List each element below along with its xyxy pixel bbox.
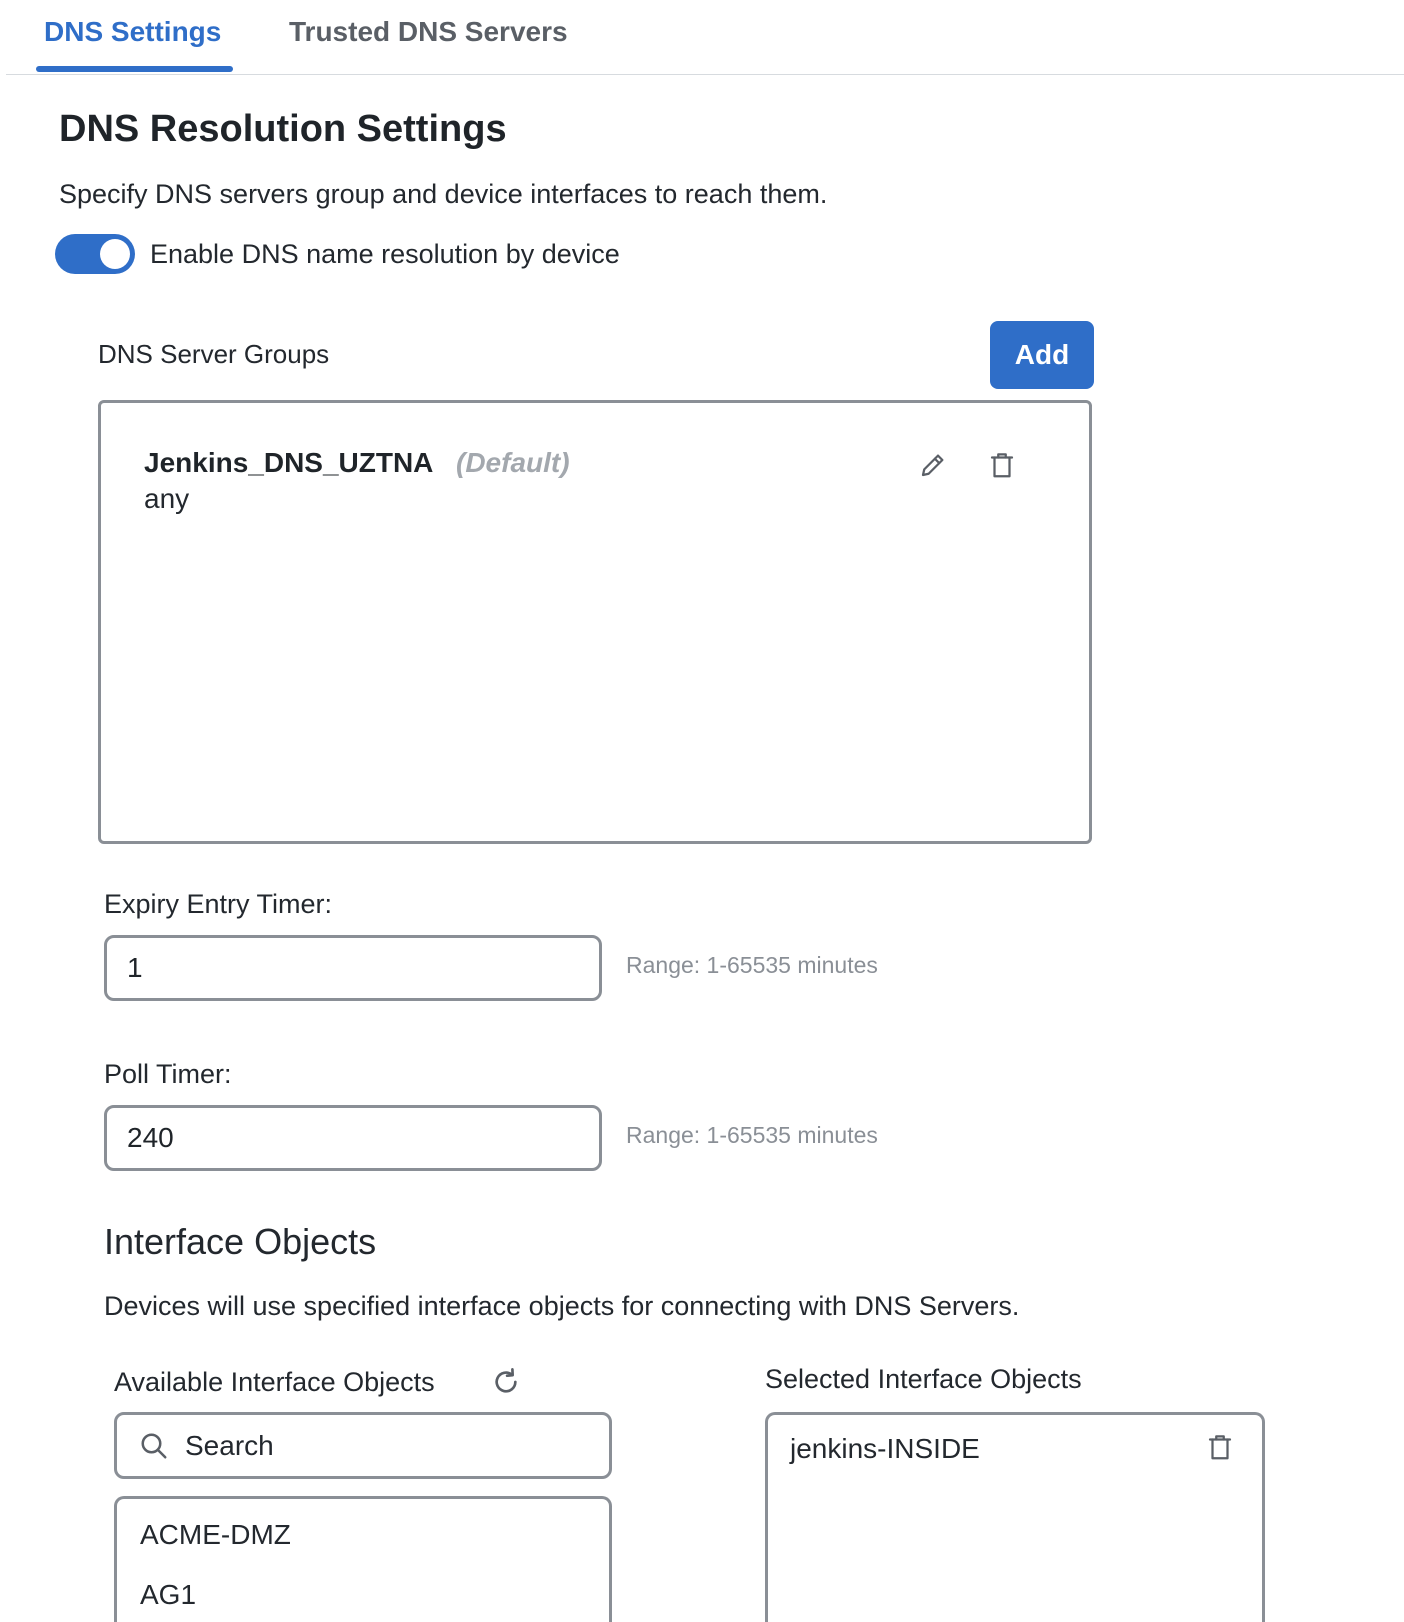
tab-trusted-dns-servers[interactable]: Trusted DNS Servers (289, 16, 568, 47)
delete-server-group-button[interactable] (984, 447, 1020, 483)
page-title: DNS Resolution Settings (59, 108, 507, 150)
interface-search-box (114, 1412, 612, 1479)
expiry-timer-input[interactable] (104, 935, 602, 1001)
interface-objects-description: Devices will use specified interface objects for connecting with DNS Servers. (104, 1291, 1020, 1321)
interface-objects-heading: Interface Objects (104, 1221, 377, 1262)
refresh-icon (490, 1366, 522, 1398)
selected-interface-item: jenkins-INSIDE (790, 1433, 980, 1464)
dns-resolution-toggle[interactable] (55, 234, 135, 274)
expiry-timer-label: Expiry Entry Timer: (104, 889, 333, 919)
poll-timer-label: Poll Timer: (104, 1059, 232, 1089)
available-interface-list (114, 1496, 612, 1622)
trash-icon (987, 450, 1017, 480)
search-icon (139, 1431, 169, 1461)
dns-server-groups-label: DNS Server Groups (98, 339, 330, 369)
page-description: Specify DNS servers group and device interfaces to reach them. (59, 179, 828, 209)
trash-icon (1205, 1432, 1235, 1462)
selected-interface-objects-label: Selected Interface Objects (765, 1364, 1082, 1394)
refresh-button[interactable] (490, 1366, 522, 1398)
active-tab-indicator (36, 66, 233, 72)
expiry-timer-hint: Range: 1-65535 minutes (626, 952, 878, 978)
poll-timer-input[interactable] (104, 1105, 602, 1171)
selected-interface-list (765, 1412, 1265, 1622)
pencil-icon (918, 450, 948, 480)
tab-dns-settings[interactable]: DNS Settings (44, 16, 222, 47)
edit-server-group-button[interactable] (915, 447, 951, 483)
list-item[interactable]: AG1 (140, 1579, 197, 1610)
toggle-knob (100, 239, 130, 269)
list-item[interactable]: ACME-DMZ (140, 1519, 291, 1550)
server-group-interface: any (144, 483, 190, 514)
remove-selected-interface-button[interactable] (1202, 1429, 1238, 1465)
server-group-name: Jenkins_DNS_UZTNA (144, 447, 434, 478)
available-interface-objects-label: Available Interface Objects (114, 1367, 435, 1397)
dns-server-groups-list (98, 400, 1092, 844)
add-server-group-button[interactable]: Add (990, 321, 1094, 389)
server-group-default-tag: (Default) (456, 447, 570, 478)
interface-search-input[interactable] (183, 1423, 587, 1469)
dns-resolution-toggle-label: Enable DNS name resolution by device (150, 239, 620, 269)
poll-timer-hint: Range: 1-65535 minutes (626, 1122, 878, 1148)
tab-bar (6, 0, 1404, 75)
